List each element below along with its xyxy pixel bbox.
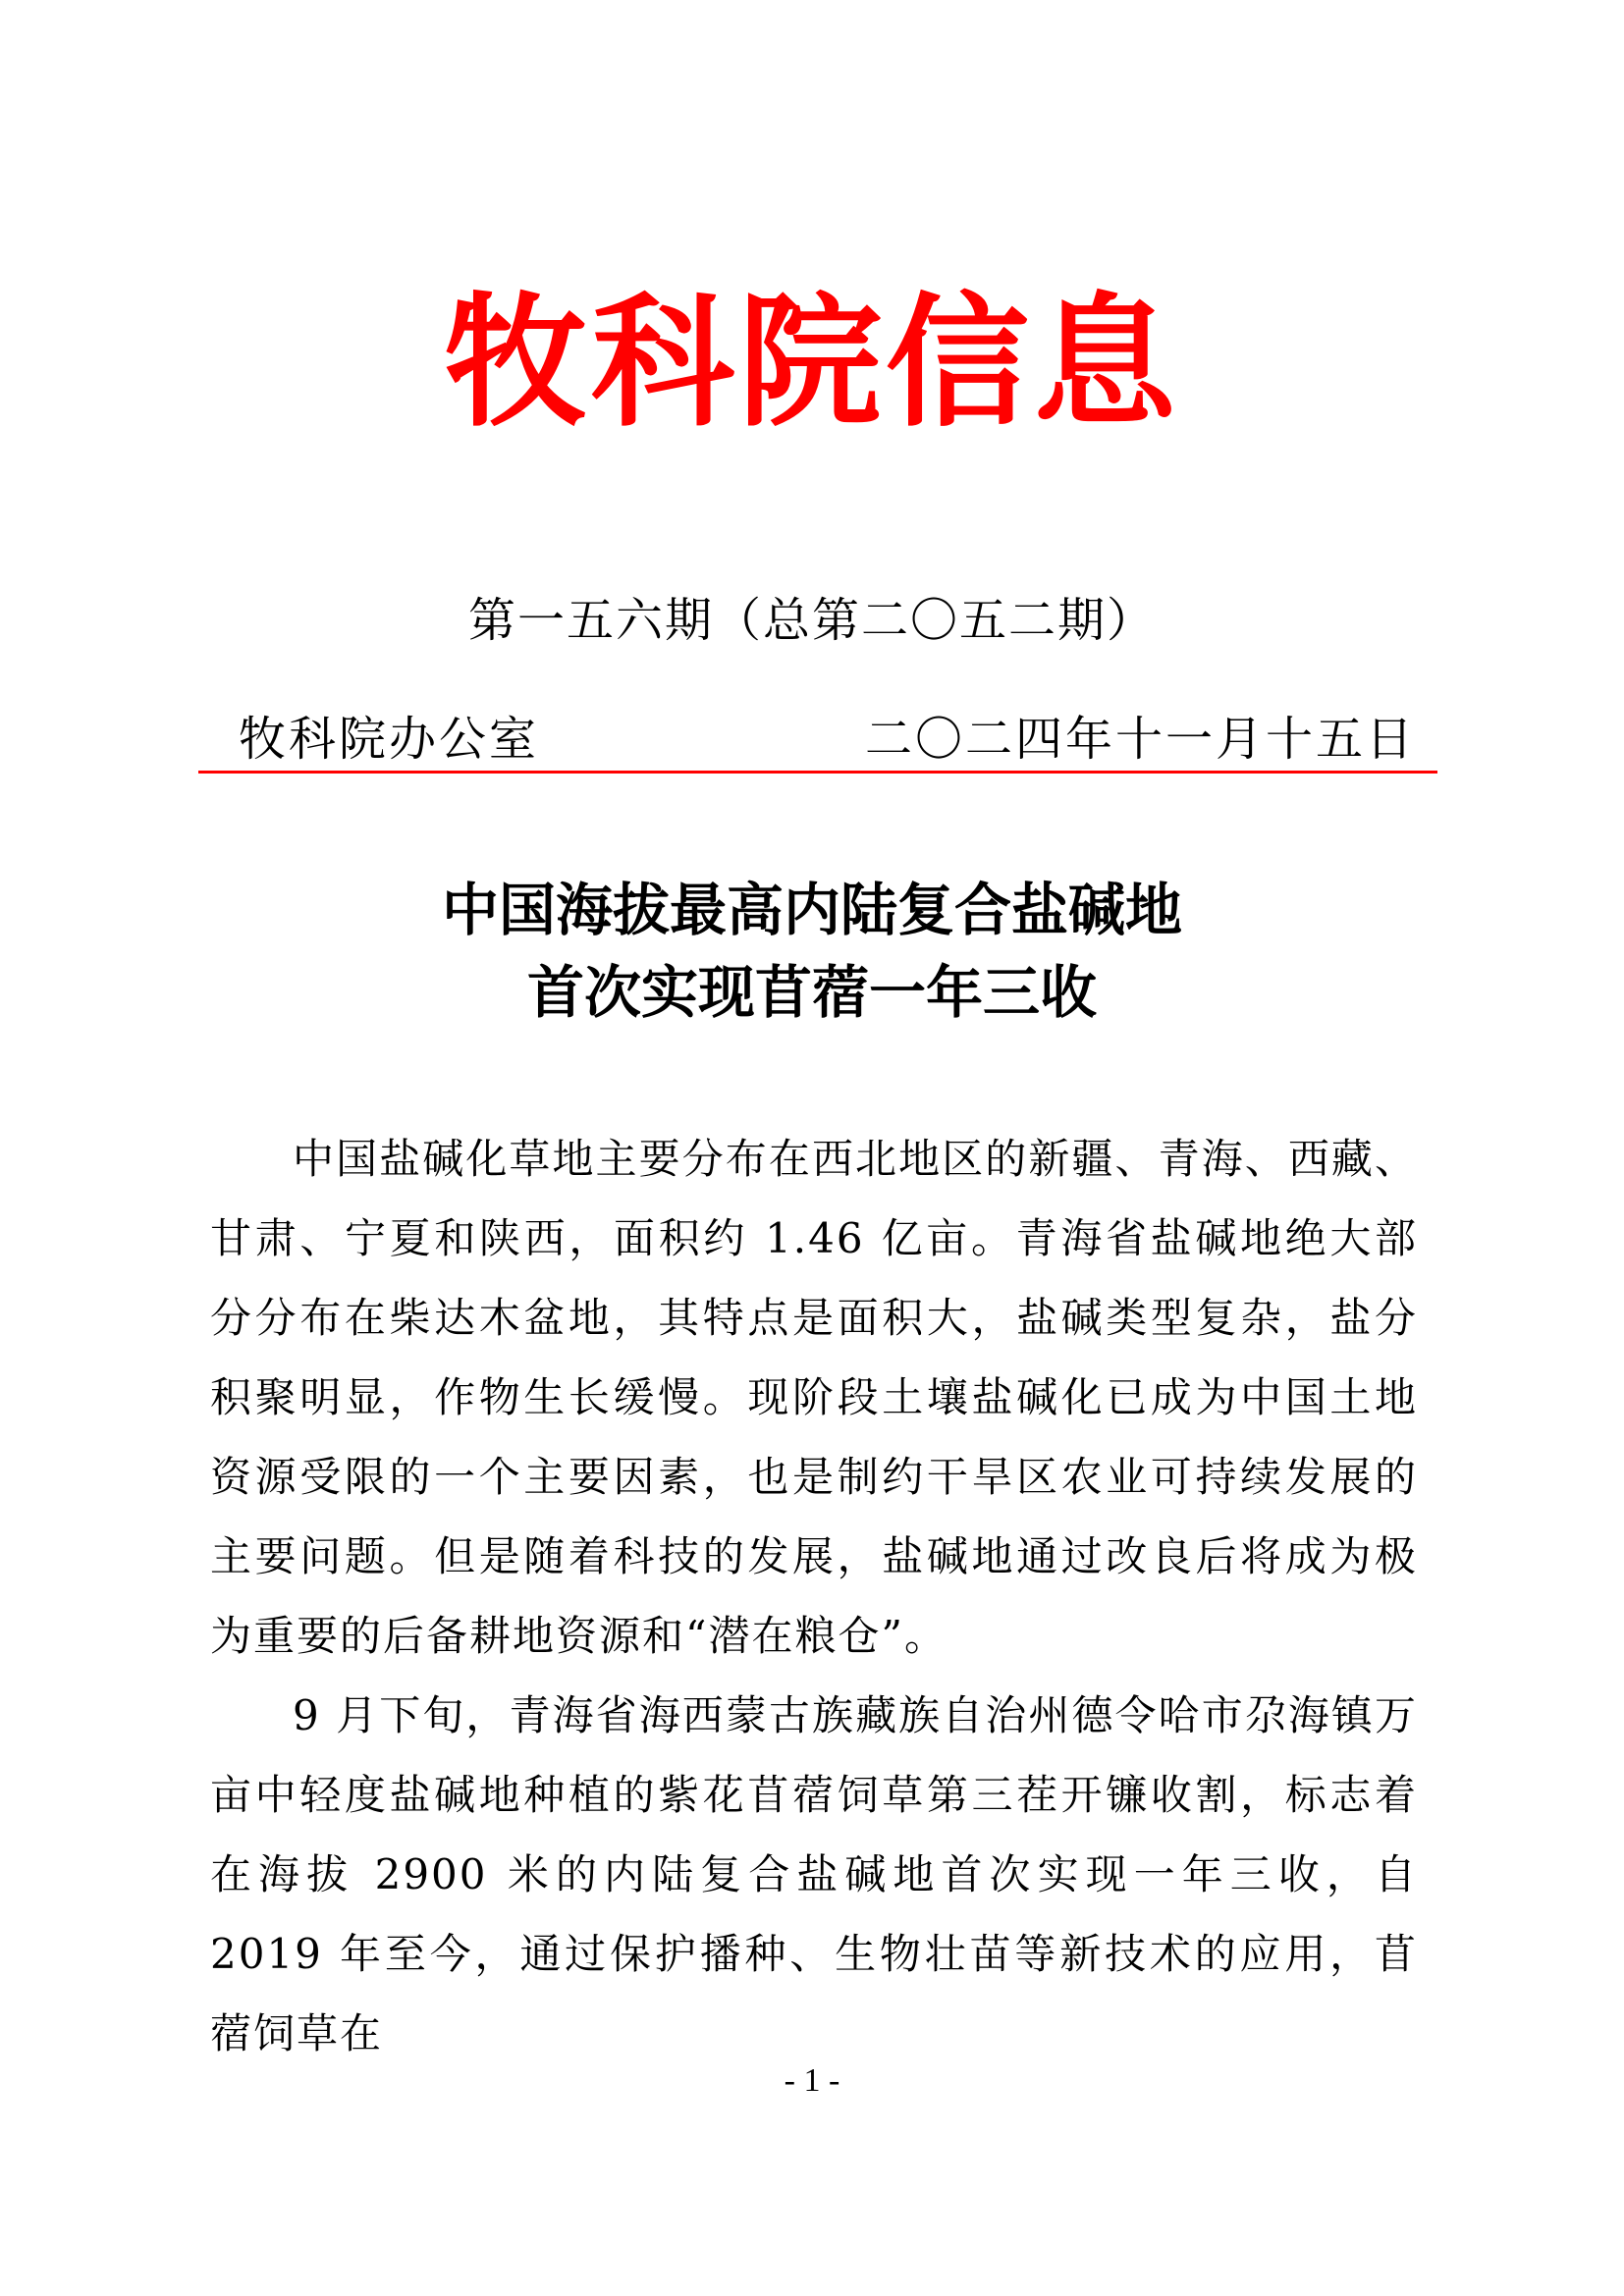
- article-title: [0, 869, 1624, 1034]
- article-title-line-1: 中国海拔最高内陆复合盐碱地: [441, 877, 1182, 943]
- page-number: - 1 -: [784, 2062, 840, 2099]
- article-body: [210, 1119, 1418, 2073]
- article-paragraph-1: 中国盐碱化草地主要分布在西北地区的新疆、青海、西藏、甘肃、宁夏和陕西，面积约 1.46 亿亩。青海省盐碱地绝大部分分布在柴达木盆地，其特点是面积大，盐碱类型复杂，盐分积聚明显，作物生长缓慢。现阶段土壤盐碱化已成为中国土地资源受限的一个主要因素，也是制约干旱区农业可持续发展的主要问题。但是随着科技的发展，盐碱地通过改良后将成为极为重要的后备耕地资源和“潜在粮仓”。: [210, 1135, 1418, 1660]
- article-paragraph-2: 9 月下旬，青海省海西蒙古族藏族自治州德令哈市尕海镇万亩中轻度盐碱地种植的紫花苜蓿饲草第三茬开镰收割，标志着在海拔 2900 米的内陆复合盐碱地首次实现一年三收，自 2019 年至今，通过保护播种、生物壮苗等新技术的应用，苜蓿饲草在: [210, 1691, 1418, 2057]
- masthead-title: 牧科院信息: [444, 280, 1180, 447]
- issue-number: 第一五六期（总第二〇五二期）: [467, 593, 1156, 648]
- issue-date: 二〇二四年十一月十五日: [864, 712, 1416, 767]
- issuing-office: 牧科院办公室: [239, 712, 540, 767]
- article-title-line-2: 首次实现苜蓿一年三收: [526, 959, 1097, 1026]
- red-separator-line: [198, 771, 1437, 774]
